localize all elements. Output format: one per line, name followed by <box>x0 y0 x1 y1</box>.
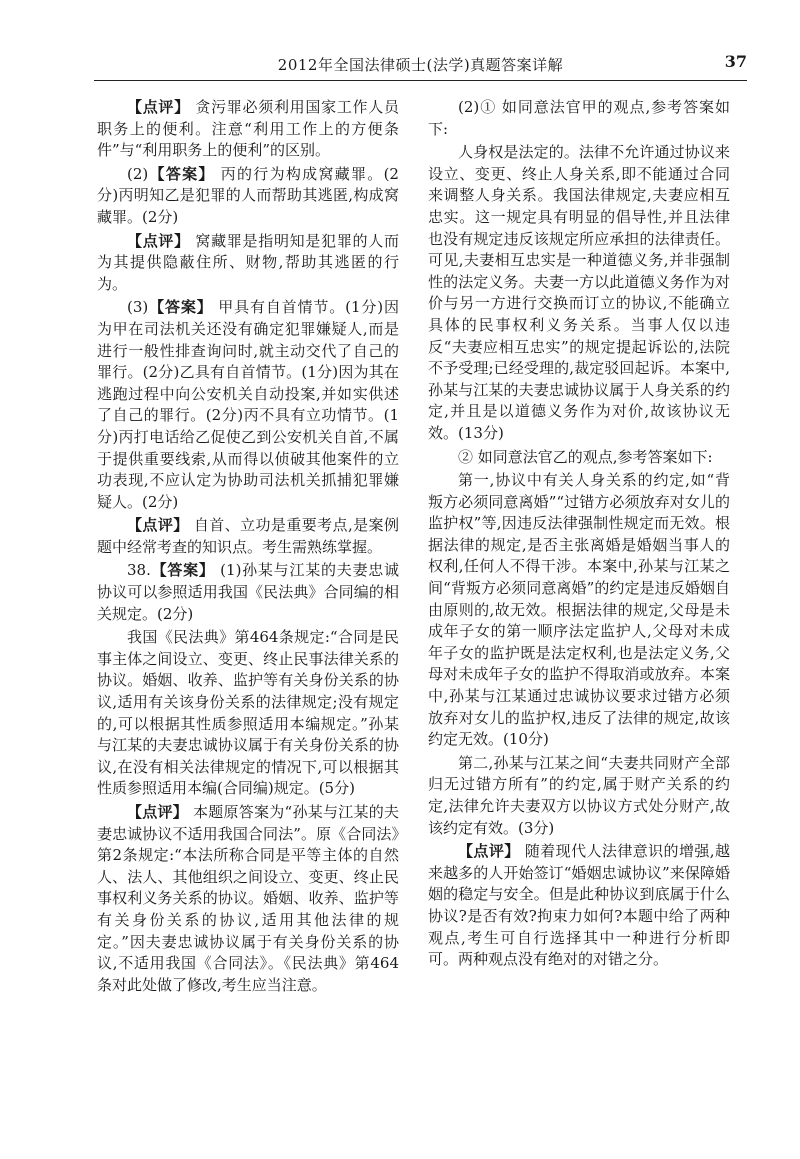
paragraph <box>97 297 399 513</box>
paragraph-text: 第二,孙某与江某之间“夫妻共同财产全部归无过错方所有”的约定,属于财产关系的约定,法律允许夫妻双方以协议方式处分财产,故该约定有效。(3分) <box>428 753 730 837</box>
paragraph-text: 我国《民法典》第464条规定:“合同是民事主体之间设立、变更、终止民事法律关系的协议。婚姻、收养、监护等有关身份关系的协议,适用有关该身份关系的法律规定;没有规定的,可以根据其性质参照适用本编规定。”孙某与江某的夫妻忠诚协议属于有关身份关系的协议,在没有相关法律规定的情况下,可以根据其性质参照适用本编(合同编)规定。(5分) <box>97 628 399 798</box>
paragraph <box>97 560 399 625</box>
review-tag: 【点评】 <box>127 516 189 535</box>
review-tag: 【点评】 <box>127 98 190 116</box>
paragraph-text: 随着现代人法律意识的增强,越来越多的人开始签订“婚姻忠诚协议”来保障婚姻的稳定与安全。但是此种协议到底属于什么协议?是否有效?拘束力如何?本题中给了两种观点,考生可自行选择其中一种进行分析即可。两种观点没有绝对的对错之分。 <box>428 842 730 969</box>
paragraph <box>97 802 399 996</box>
answer-tag: 【答案】 <box>148 298 213 317</box>
paragraph <box>428 841 730 971</box>
paragraph <box>97 97 399 162</box>
paragraph <box>428 753 730 839</box>
paragraph <box>97 231 399 296</box>
page-header <box>94 52 747 81</box>
paragraph-text: 人身权是法定的。法律不允许通过协议来设立、变更、终止人身关系,即不能通过合同来调整人身关系。我国法律规定,夫妻应相互忠实。这一规定具有明显的倡导性,并且法律也没有规定违反该规定所应承担的法律责任。可见,夫妻相互忠实是一种道德义务,并非强制性的法定义务。夫妻一方以此道德义务作为对价与另一方进行交换而订立的协议,不能确立具体的民事权利义务关系。当事人仅以违反“夫妻应相互忠实”的规定提起诉讼的,法院不予受理;已经受理的,裁定驳回起诉。本案中,孙某与江某的夫妻忠诚协议属于人身关系的约定,并且是以道德义务作为对价,故该协议无效。(13分) <box>428 143 730 442</box>
paragraph <box>428 97 730 140</box>
paragraph <box>428 470 730 751</box>
paragraph-text: 窝藏罪是指明知是犯罪的人而为其提供隐蔽住所、财物,帮助其逃匿的行为。 <box>97 231 399 293</box>
paragraph <box>97 515 399 558</box>
left-column <box>97 97 399 998</box>
paragraph-text: 自首、立功是重要考点,是案例题中经常考查的知识点。考生需熟练掌握。 <box>97 516 399 556</box>
item-prefix: (2) <box>127 164 149 183</box>
paragraph-text: 本题原答案为“孙某与江某的夫妻忠诚协议不适用我国合同法”。原《合同法》第2条规定:“本法所称合同是平等主体的自然人、法人、其他组织之间设立、变更、终止民事权利义务关系的协议。婚姻、收养、监护等有关身份关系的协议,适用其他法律的规定。”因夫妻忠诚协议属于有关身份关系的协议,不适用我国《合同法》。《民法典》第464条对此处做了修改,考生应当注意。 <box>97 803 399 994</box>
paragraph-text: (2)① 如同意法官甲的观点,参考答案如下: <box>428 98 730 138</box>
review-tag: 【点评】 <box>127 803 189 821</box>
paragraph <box>428 447 730 469</box>
page-number: 37 <box>724 52 747 71</box>
paragraph-text: ② 如同意法官乙的观点,参考答案如下: <box>458 447 713 466</box>
paragraph-text: 第一,协议中有关人身关系的约定,如“背叛方必须同意离婚”“过错方必须放弃对女儿的监护权”等,因违反法律强制性规定而无效。根据法律的规定,是否主张离婚是婚姻当事人的权利,任何人不得干涉。本案中,孙某与江某之间“背叛方必须同意离婚”的约定是违反婚姻自由原则的,故无效。根据法律的规定,父母是未成年子女的第一顺序法定监护人,父母对未成年子女的监护既是法定权利,也是法定义务,父母对未成年子女的监护不得取消或放弃。本案中,孙某与江某通过忠诚协议要求过错方必须放弃对女儿的监护权,违反了法律的规定,故该约定无效。(10分) <box>428 471 730 749</box>
paragraph-text: 贪污罪必须利用国家工作人员职务上的便利。注意“利用工作上的方便条件”与“利用职务上的便利”的区别。 <box>97 98 399 160</box>
review-tag: 【点评】 <box>127 231 190 250</box>
paragraph-text: 丙的行为构成窝藏罪。(2分)丙明知乙是犯罪的人而帮助其逃匿,构成窝藏罪。(2分) <box>97 164 399 226</box>
header-title: 2012年全国法律硕士(法学)真题答案详解 <box>277 56 564 74</box>
right-column <box>428 97 730 973</box>
answer-tag: 【答案】 <box>150 561 215 580</box>
paragraph-text: (1)孙某与江某的夫妻忠诚协议可以参照适用我国《民法典》合同编的相关规定。(2分) <box>97 561 399 623</box>
item-prefix: (3) <box>127 298 149 317</box>
paragraph-text: 甲具有自首情节。(1分)因为甲在司法机关还没有确定犯罪嫌疑人,而是进行一般性排查询问时,就主动交代了自己的罪行。(2分)乙具有自首情节。(1分)因为其在逃跑过程中向公安机关自动投案,并如实供述了自己的罪行。(2分)丙不具有立功情节。(1分)丙打电话给乙促使乙到公安机关自首,不属于提供重要线索,从而得以侦破其他案件的立功表现,不应认定为协助司法机关抓捕犯罪嫌疑人。(2分) <box>97 298 399 511</box>
answer-tag: 【答案】 <box>148 164 215 183</box>
paragraph <box>428 142 730 444</box>
paragraph <box>97 627 399 800</box>
item-prefix: 38. <box>127 561 151 580</box>
review-tag: 【点评】 <box>458 842 520 861</box>
paragraph <box>97 164 399 229</box>
